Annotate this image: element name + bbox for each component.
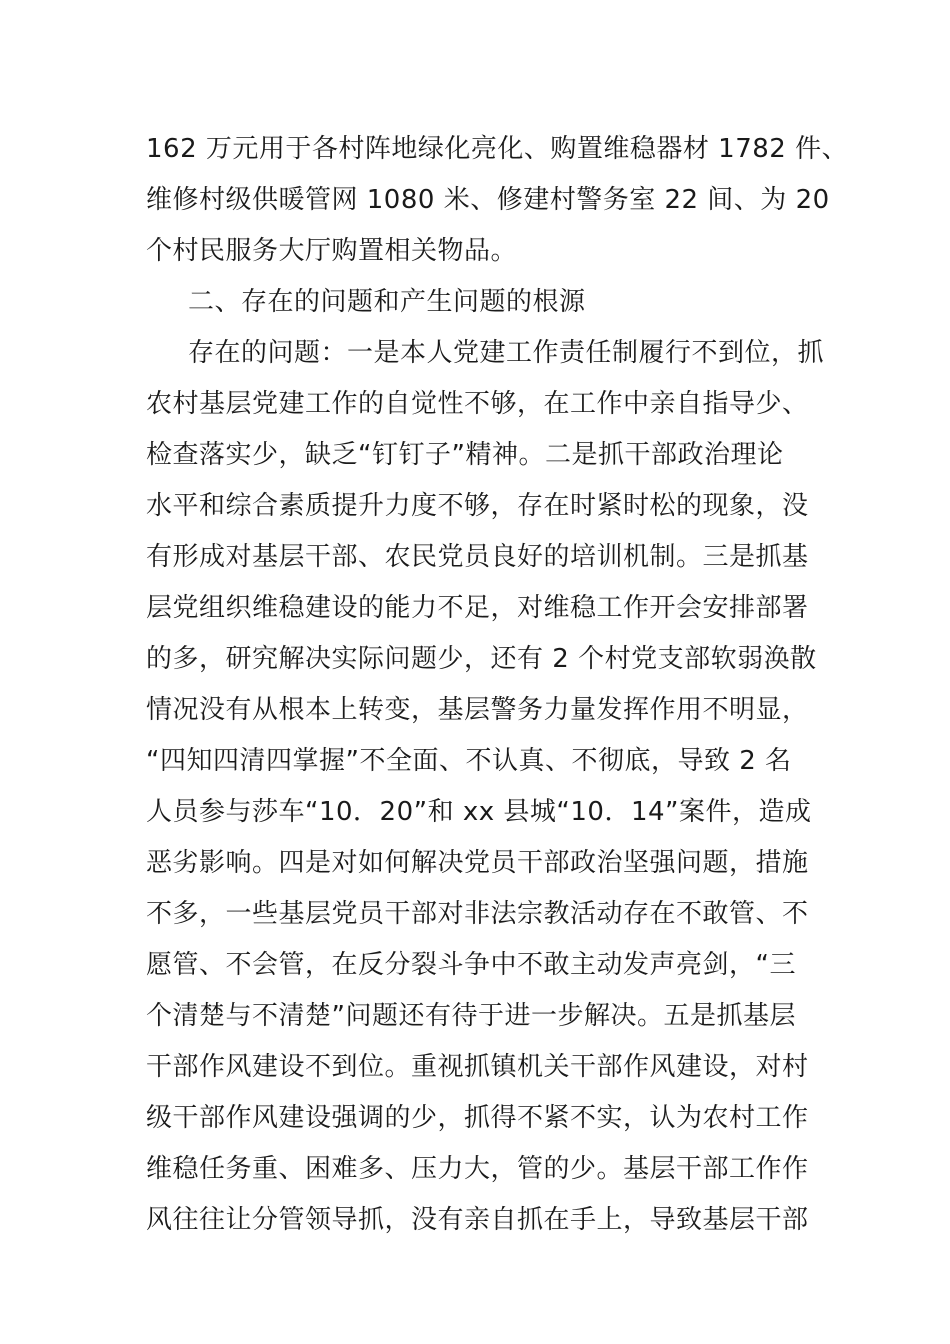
text-line: 农村基层党建工作的自觉性不够，在工作中亲自指导少、 [146,389,809,419]
text-line: 不多，一些基层党员干部对非法宗教活动存在不敢管、不 [146,899,809,929]
text-line: 级干部作风建设强调的少，抓得不紧不实，认为农村工作 [146,1103,809,1133]
text-line: 个清楚与不清楚”问题还有待于进一步解决。五是抓基层 [146,1001,796,1031]
text-line: 162 万元用于各村阵地绿化亮化、购置维稳器材 1782 件、 [146,134,849,164]
text-line: 情况没有从根本上转变，基层警务力量发挥作用不明显， [146,695,809,725]
text-line: 层党组织维稳建设的能力不足，对维稳工作开会安排部署 [146,593,809,623]
text-line: 风往往让分管领导抓，没有亲自抓在手上，导致基层干部 [146,1205,809,1235]
section-heading: 二、存在的问题和产生问题的根源 [188,287,586,317]
text-line: 检查落实少，缺乏“钉钉子”精神。二是抓干部政治理论 [146,440,784,470]
text-line: 个村民服务大厅购置相关物品。 [146,236,518,266]
text-line: 的多，研究解决实际问题少，还有 2 个村党支部软弱涣散 [146,644,817,674]
text-line: 维稳任务重、困难多、压力大，管的少。基层干部工作作 [146,1154,809,1184]
text-line: 干部作风建设不到位。重视抓镇机关干部作风建设，对村 [146,1052,809,1082]
text-line: 人员参与莎车“10．20”和 xx 县城“10．14”案件，造成 [146,797,812,827]
text-line: 愿管、不会管，在反分裂斗争中不敢主动发声亮剑，“三 [146,950,796,980]
text-line: 恶劣影响。四是对如何解决党员干部政治坚强问题，措施 [146,848,809,878]
text-line: 维修村级供暖管网 1080 米、修建村警务室 22 间、为 20 [146,185,830,215]
paragraph-start-line: 存在的问题：一是本人党建工作责任制履行不到位，抓 [188,338,825,368]
text-line: 水平和综合素质提升力度不够，存在时紧时松的现象，没 [146,491,809,521]
text-line: 有形成对基层干部、农民党员良好的培训机制。三是抓基 [146,542,809,572]
text-line: “四知四清四掌握”不全面、不认真、不彻底，导致 2 名 [146,746,792,776]
